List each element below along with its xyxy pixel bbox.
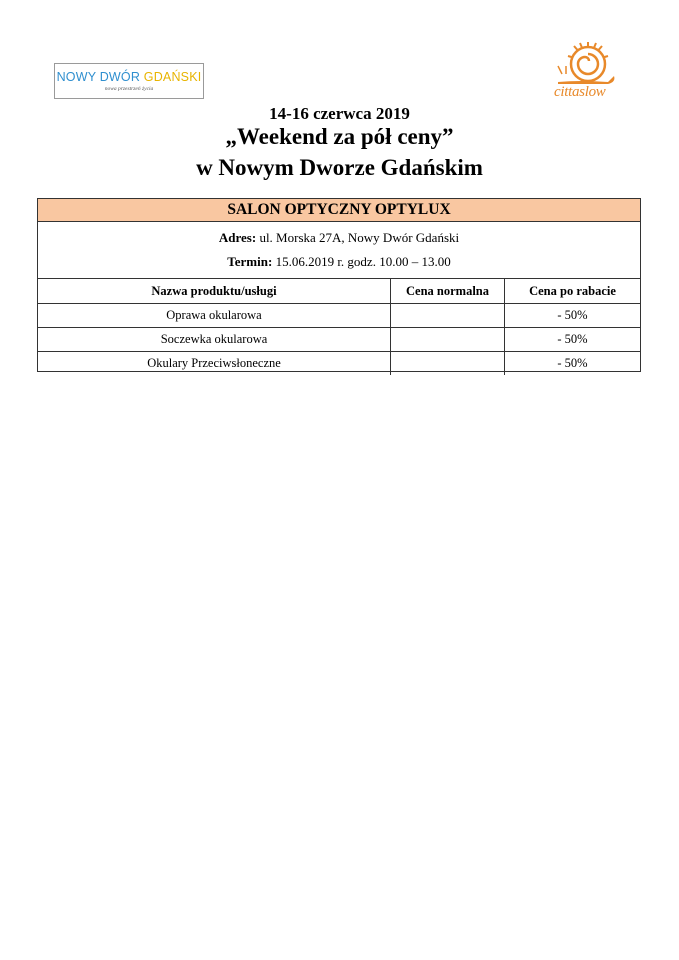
normal-price: [391, 328, 505, 352]
discount-price: - 50%: [505, 304, 641, 328]
product-name: Okulary Przeciwsłoneczne: [38, 352, 391, 376]
product-name: Oprawa okularowa: [38, 304, 391, 328]
logo-tagline: nowa przestrzeń życia: [104, 86, 154, 92]
column-header-discount-price: Cena po rabacie: [505, 279, 641, 304]
salon-card: [37, 198, 641, 372]
address-label: Adres:: [218, 230, 257, 245]
table-row: [38, 352, 640, 376]
snail-icon: [550, 36, 626, 88]
event-subtitle: w Nowym Dworze Gdańskim: [196, 155, 483, 180]
salon-info: [38, 226, 640, 279]
column-header-normal-price: Cena normalna: [391, 279, 505, 304]
column-header-name: Nazwa produktu/usługi: [38, 279, 391, 304]
table-row: [38, 304, 640, 328]
discount-price: - 50%: [505, 352, 641, 376]
normal-price: [391, 352, 505, 376]
price-table: [38, 279, 640, 375]
cittaslow-logo: [550, 36, 626, 106]
product-name: Soczewka okularowa: [38, 328, 391, 352]
table-header-row: [38, 279, 640, 304]
cittaslow-text: cittaslow: [554, 84, 606, 100]
nowy-dwor-logo-text: NOWY DWÓR GDAŃSKI: [56, 70, 202, 84]
event-title: „Weekend za pół ceny”: [225, 124, 454, 149]
table-row: [38, 328, 640, 352]
term-value: 15.06.2019 r. godz. 10.00 – 13.00: [272, 254, 451, 269]
discount-price: - 50%: [505, 328, 641, 352]
salon-name: SALON OPTYCZNY OPTYLUX: [38, 199, 640, 222]
event-date: 14-16 czerwca 2019: [269, 104, 410, 123]
term-label: Termin:: [227, 254, 273, 269]
term-line: [38, 250, 640, 274]
address-value: ul. Morska 27A, Nowy Dwór Gdański: [256, 230, 460, 245]
address-line: [38, 226, 640, 250]
normal-price: [391, 304, 505, 328]
nowy-dwor-logo: [54, 63, 204, 99]
